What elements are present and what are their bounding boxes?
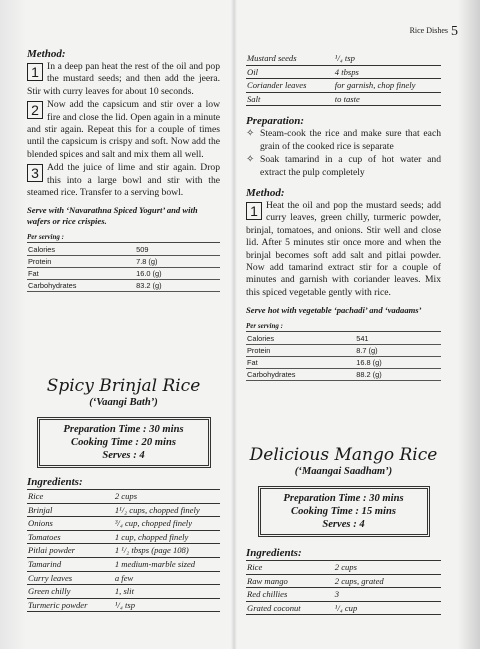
table-row [27,544,220,558]
ingredient-name: Brinjal [27,503,114,517]
ingredient-qty: ¹/₄ tsp [334,52,441,65]
diamond-bullet-icon: ✧ [246,128,255,140]
ingredient-name: Rice [27,490,114,503]
table-row [246,52,441,65]
preparation-list [246,128,441,179]
ingredient-name: Curry leaves [27,571,114,585]
table-row [246,333,441,345]
nutrient-value: 16.0 (g) [135,268,220,280]
time-box-inner [260,488,428,535]
nutrient-value: 88.2 (g) [355,369,441,381]
nutrient-value: 16.8 (g) [355,357,441,369]
ingredient-qty: a few [114,571,220,585]
prep-time: Preparation Time : 30 mins [283,493,404,504]
table-row [27,517,220,531]
ingredient-qty: to taste [334,92,441,106]
time-box [258,486,430,537]
step-number: 1 [27,63,43,81]
table-row [246,345,441,357]
nutrient-name: Calories [246,333,355,345]
page-header [410,24,458,40]
ingredient-name: Onions [27,517,114,531]
recipe-subtitle: (‘Maangai Saadham’) [294,466,393,477]
table-row [246,357,441,369]
table-row [27,571,220,585]
table-row [27,490,220,503]
nutrient-value: 7.8 (g) [135,256,220,268]
table-row [27,598,220,612]
diamond-bullet-icon: ✧ [246,154,255,166]
step-number: 3 [27,164,43,182]
nutrient-value: 83.2 (g) [135,280,220,292]
section-title: Rice Dishes [409,26,448,35]
nutrition-table [246,333,441,381]
step-text: In a deep pan heat the rest of the oil and pop the mustard seeds; and then add the jeera. Stir with curry leaves for about 10 seconds. [27,61,220,97]
left-column [27,47,220,292]
ingredients-heading: Ingredients: [27,476,83,488]
nutrient-name: Protein [27,256,135,268]
ingredient-name: Turmeric powder [27,598,114,612]
table-row [27,530,220,544]
table-row [27,280,220,292]
ingredient-qty: 1¹/₂ cups, chopped finely [114,503,220,517]
list-item [246,154,441,179]
table-row [246,65,441,79]
table-row [246,601,441,615]
ingredient-name: Grated coconut [246,601,334,615]
ingredient-name: Green chilly [27,585,114,599]
brinjal-recipe [27,376,220,612]
table-row [246,92,441,106]
page-edge-shadow-right [458,0,480,649]
method-heading: Method: [246,187,285,199]
ingredient-qty: 4 tbsps [334,65,441,79]
ingredients-table [27,490,220,612]
method-step [27,162,220,199]
ingredient-qty: ³/₄ cup, chopped finely [114,517,220,531]
nutrient-name: Carbohydrates [246,369,355,381]
mango-recipe [246,445,441,615]
ingredient-name: Coriander leaves [246,79,334,93]
ingredient-name: Salt [246,92,334,106]
ingredient-qty: 2 cups [114,490,220,503]
ingredient-qty: 1 cup, chopped finely [114,530,220,544]
recipe-subtitle: (‘Vaangi Bath’) [89,397,158,408]
column-gutter [231,0,237,649]
ingredient-name: Rice [246,561,334,574]
ingredients-heading: Ingredients: [246,547,302,559]
nutrient-value: 8.7 (g) [355,345,441,357]
serving-suggestion: Serve with ‘Navarathna Spiced Yogurt’ and with wafers or rice crispies. [27,205,198,227]
ingredient-qty: for garnish, chop finely [334,79,441,93]
time-box [37,417,211,468]
page-edge-shadow-left [0,0,26,649]
method-step [27,99,220,161]
table-row [246,369,441,381]
table-row [246,79,441,93]
table-row [27,503,220,517]
table-row [246,561,441,574]
recipe-title: Spicy Brinjal Rice [46,376,201,396]
table-row [246,588,441,602]
preparation-heading: Preparation: [246,115,305,128]
step-text: Heat the oil and pop the mustard seeds; add curry leaves, green chilly, turmeric powder, brinjal, tomatoes, and onions. Stir well and close lid. After 5 minutes stir once more and when the brinjal becomes soft add salt and pitlai powder. Now add tamarind extract stir for a couple of minutes and garnish with coriander leaves. Mix this spiced vegetable gently with rice. [246,200,441,298]
method-heading: Method: [27,48,66,60]
nutrient-name: Fat [27,268,135,280]
nutrient-name: Carbohydrates [27,280,135,292]
ingredient-name: Tamarind [27,557,114,571]
ingredient-name: Mustard seeds [246,52,334,65]
table-row [27,585,220,599]
cook-time: Cooking Time : 20 mins [71,437,176,448]
nutrient-name: Fat [246,357,355,369]
method-step [246,200,441,299]
per-serving-label: Per serving : [27,233,220,243]
ingredient-qty: 3 [334,588,441,602]
serves: Serves : 4 [102,450,145,461]
nutrition-table [27,244,220,292]
prep-text: Soak tamarind in a cup of hot water and extract the pulp completely [260,154,441,178]
table-row [27,557,220,571]
page-number: 5 [451,24,458,39]
prep-time: Preparation Time : 30 mins [63,424,184,435]
ingredient-qty: 1 ¹/₂ tbsps (page 108) [114,544,220,558]
nutrient-value: 541 [355,333,441,345]
serves: Serves : 4 [322,519,365,530]
cook-time: Cooking Time : 15 mins [291,506,396,517]
ingredient-name: Oil [246,65,334,79]
table-row [27,256,220,268]
nutrient-name: Protein [246,345,355,357]
ingredient-qty: 1, slit [114,585,220,599]
time-box-inner [39,419,209,466]
table-row [246,574,441,588]
ingredient-qty: 2 cups [334,561,441,574]
ingredient-name: Tomatoes [27,530,114,544]
ingredient-qty: ¹/₄ cup [334,601,441,615]
ingredient-name: Pitlai powder [27,544,114,558]
nutrient-value: 509 [135,244,220,256]
ingredient-qty: ¹/₄ tsp [114,598,220,612]
ingredient-qty: 2 cups, grated [334,574,441,588]
method-step [27,61,220,98]
table-row [27,244,220,256]
ingredient-qty: 1 medium-marble sized [114,557,220,571]
serving-suggestion: Serve hot with vegetable ‘pachadi’ and ‘vadaams’ [246,305,422,316]
table-row [27,268,220,280]
ingredient-name: Red chillies [246,588,334,602]
step-number: 1 [246,202,262,220]
right-column [246,52,441,381]
step-text: Now add the capsicum and stir over a low fire and close the lid. Open again in a minute and stir again. Repeat this for a couple of times until the capsicum is crispy and soft. Now add the blended spices and salt and mix them all well. [27,99,220,160]
ingredients-table [246,561,441,615]
ingredient-name: Raw mango [246,574,334,588]
list-item [246,128,441,153]
per-serving-label: Per serving : [246,322,441,332]
recipe-title: Delicious Mango Rice [249,445,438,465]
step-number: 2 [27,101,43,119]
ingredients-table-continued [246,52,441,106]
nutrient-name: Calories [27,244,135,256]
prep-text: Steam-cook the rice and make sure that each grain of the cooked rice is separate [260,128,441,152]
step-text: Add the juice of lime and stir again. Drop this into a large bowl and stir with the steamed rice. Transfer to a serving bowl. [27,162,220,199]
